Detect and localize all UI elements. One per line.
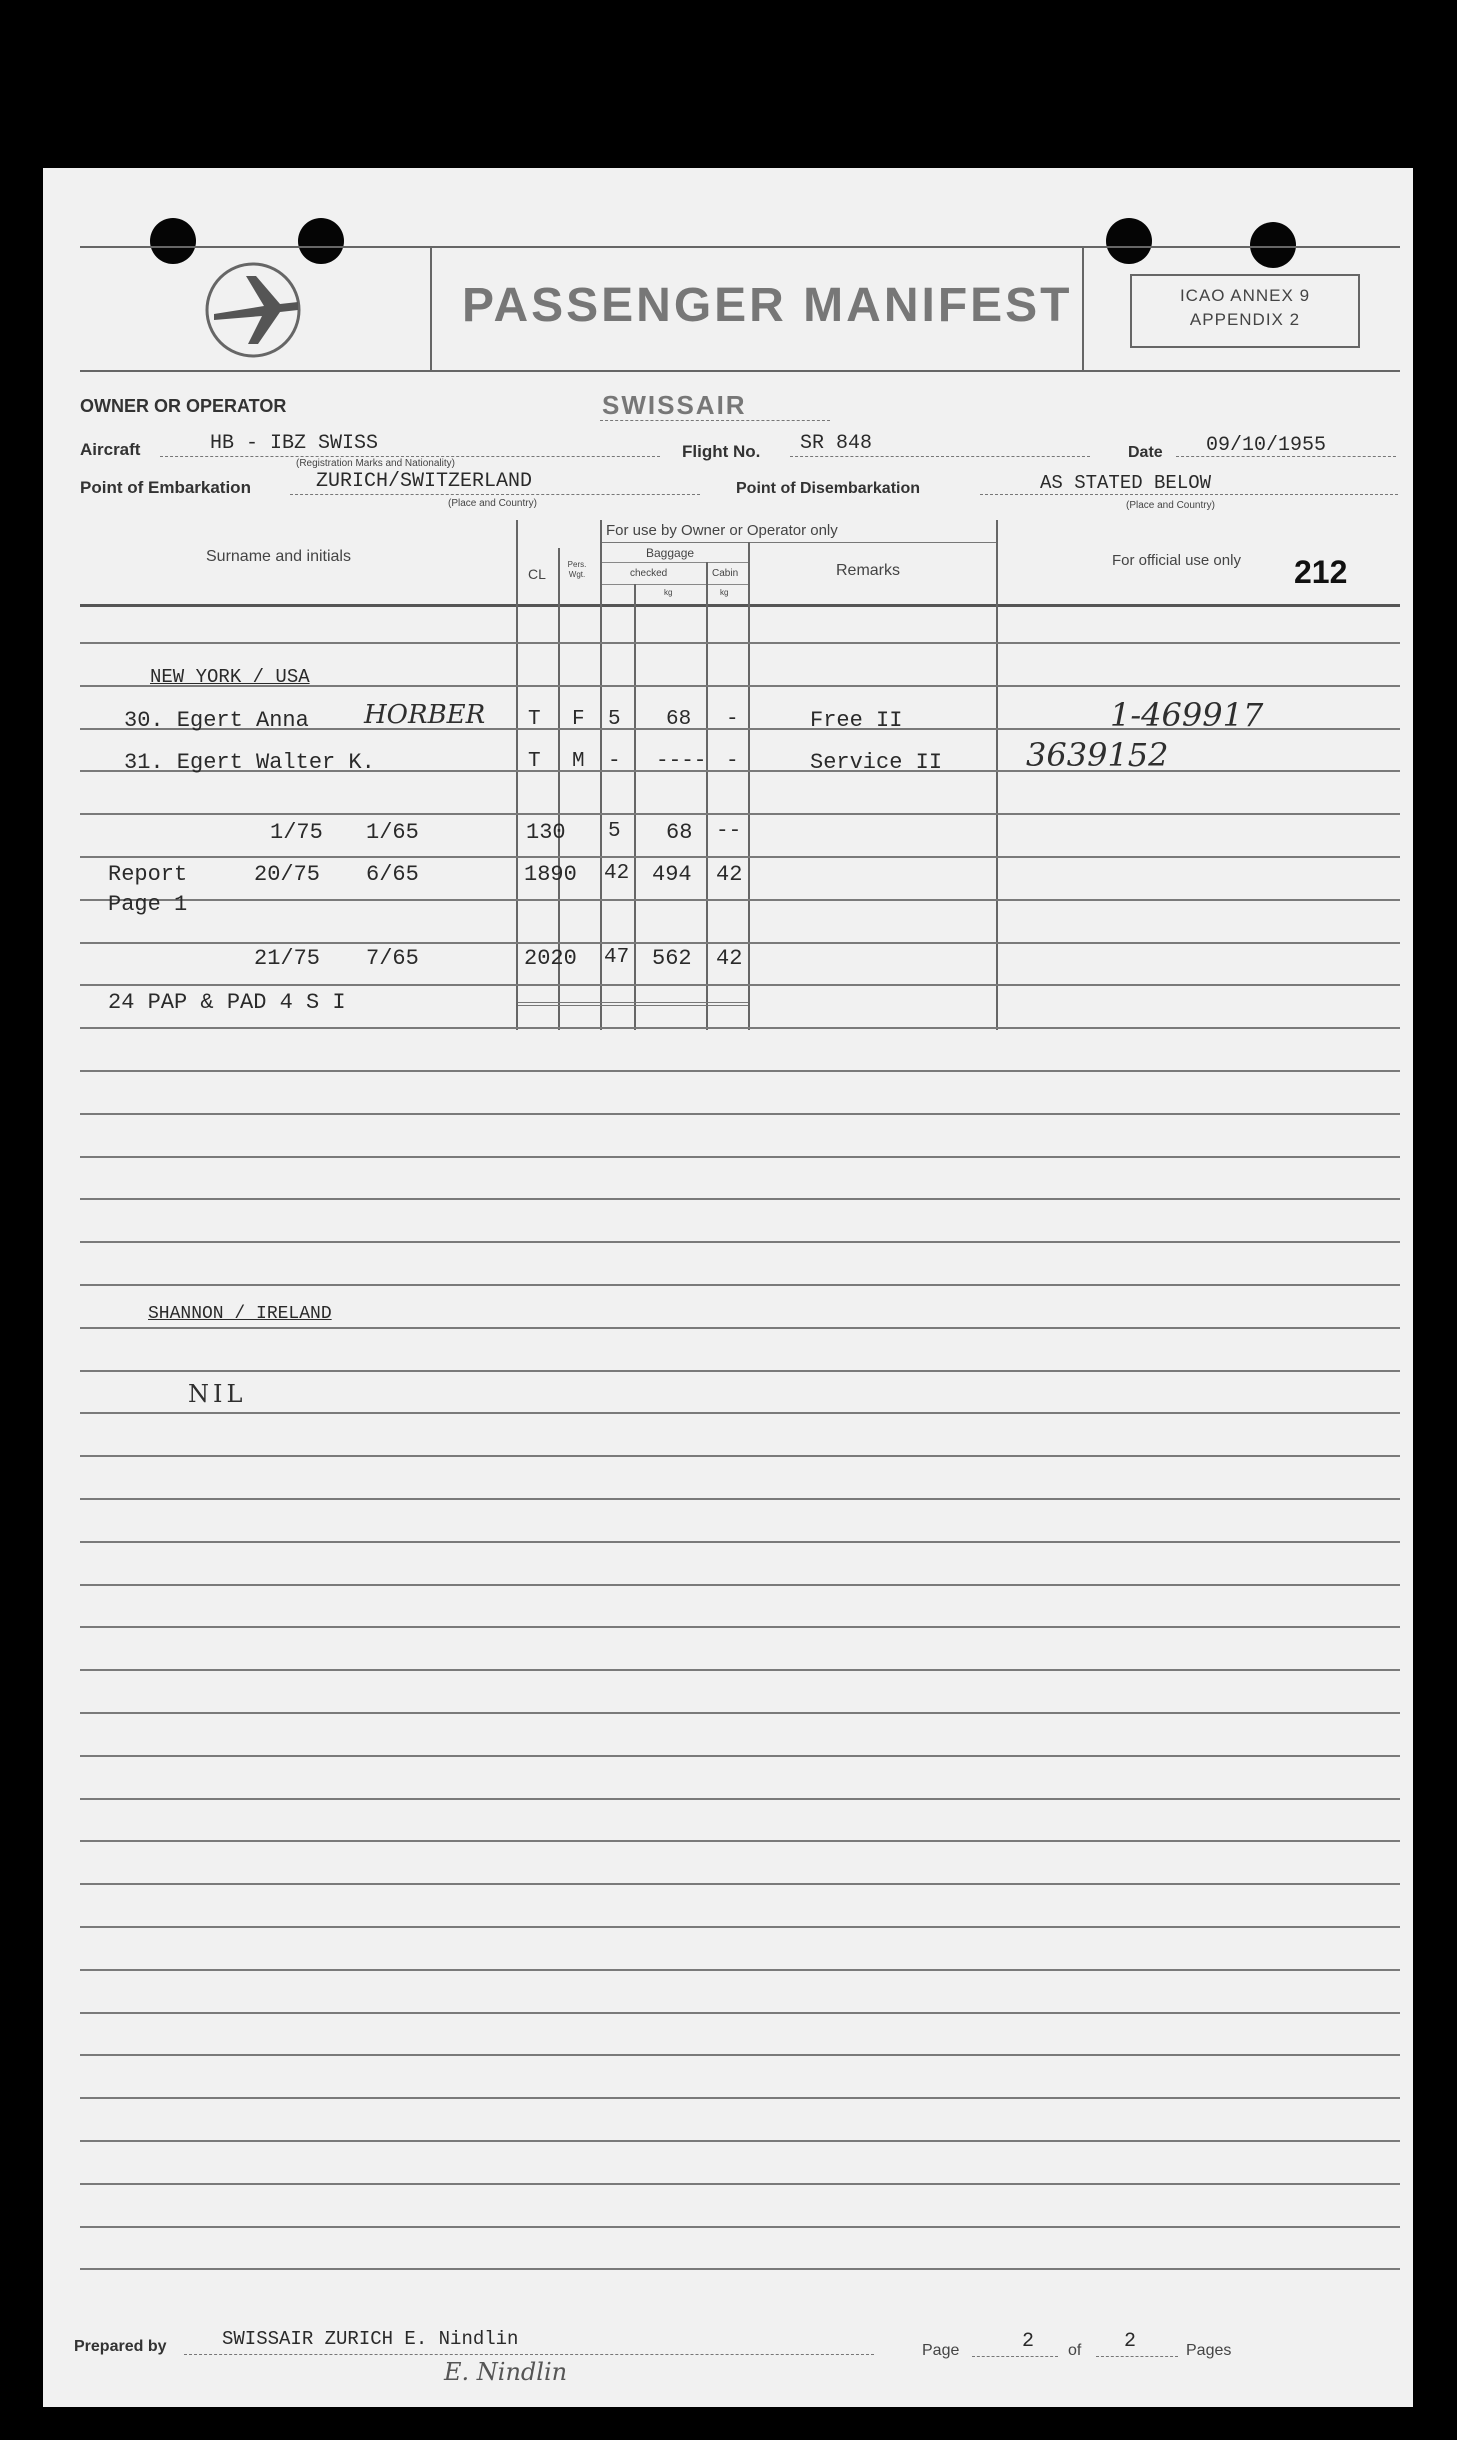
ruled-line — [80, 1755, 1400, 1757]
total-3-bags: 47 — [604, 946, 630, 969]
passenger-30-handwritten: HORBER — [364, 700, 486, 730]
passenger-31-bags: - — [608, 750, 621, 773]
cabin-header: Cabin — [712, 568, 739, 579]
passenger-30-official: 1-469917 — [1110, 696, 1264, 734]
report-page: Page 1 — [108, 892, 188, 917]
ruled-line — [80, 2226, 1400, 2228]
destination-shannon: SHANNON / IRELAND — [148, 1304, 332, 1324]
ruled-line — [80, 942, 1400, 944]
airline-logo — [200, 262, 306, 363]
total-2-b: 6/65 — [366, 862, 419, 887]
column-rule — [996, 520, 998, 1030]
header-top-rule — [80, 246, 1400, 248]
ruled-line — [80, 1541, 1400, 1543]
pap-pad-note: 24 PAP & PAD 4 S I — [108, 990, 346, 1015]
of-label: of — [1068, 2342, 1082, 2359]
ruled-line — [80, 1926, 1400, 1928]
column-rule — [516, 520, 518, 1030]
punch-hole — [1250, 222, 1296, 268]
date-value: 09/10/1955 — [1206, 434, 1327, 457]
ruled-line — [80, 1113, 1400, 1115]
ruled-line — [80, 1370, 1400, 1372]
ruled-line — [80, 1455, 1400, 1457]
total-1-kg: 68 — [666, 820, 693, 845]
remarks-header: Remarks — [836, 562, 901, 579]
ruled-line — [80, 1027, 1400, 1029]
embark-line — [290, 494, 700, 495]
embark-value: ZURICH/SWITZERLAND — [316, 470, 533, 493]
column-rule — [634, 584, 636, 1030]
baggage-rule — [602, 562, 748, 563]
header-divider — [430, 248, 432, 370]
disembark-label: Point of Disembarkation — [736, 480, 921, 497]
date-line — [1176, 456, 1396, 457]
flight-value: SR 848 — [800, 432, 873, 455]
pages-label: Pages — [1186, 2342, 1232, 2359]
ruled-line — [80, 2097, 1400, 2099]
nil-note: NIL — [188, 1380, 247, 1408]
disembark-value: AS STATED BELOW — [1040, 472, 1212, 494]
official-header: For official use only — [1112, 552, 1241, 569]
ruled-line — [80, 1327, 1400, 1329]
passenger-31-name: 31. Egert Walter K. — [124, 750, 375, 775]
total-3-a: 21/75 — [254, 946, 321, 971]
embark-note: (Place and Country) — [448, 498, 537, 509]
owner-line — [600, 420, 830, 421]
ruled-line — [80, 2140, 1400, 2142]
passenger-31-official: 3639152 — [1026, 736, 1169, 774]
flight-line — [790, 456, 1090, 457]
ruled-line — [80, 1070, 1400, 1072]
prepared-line — [184, 2354, 874, 2355]
total-3-kg: 562 — [652, 946, 692, 971]
total-2-bags: 42 — [604, 862, 630, 885]
ruled-line — [80, 1284, 1400, 1286]
aircraft-value: HB - IBZ SWISS — [210, 432, 379, 455]
of-value: 2 — [1124, 2330, 1137, 2353]
signature: E. Nindlin — [444, 2358, 568, 2386]
form-title: PASSENGER MANIFEST — [462, 279, 1073, 332]
ruled-line — [80, 2268, 1400, 2270]
prepared-label: Prepared by — [74, 2338, 167, 2355]
page-label: Page — [922, 2342, 960, 2359]
disembark-line — [980, 494, 1398, 495]
ruled-line — [80, 1412, 1400, 1414]
owner-only-rule — [602, 542, 996, 543]
kg-header: kg — [664, 588, 673, 597]
page-value: 2 — [1022, 2330, 1035, 2353]
ruled-line — [80, 1198, 1400, 1200]
total-1-b: 1/65 — [366, 820, 419, 845]
total-1-cl: 130 — [526, 820, 566, 845]
ruled-line — [80, 1969, 1400, 1971]
ruled-line — [80, 1241, 1400, 1243]
passenger-31-kg: ---- — [656, 750, 707, 773]
passenger-30-wgt: F — [572, 708, 585, 731]
column-rule — [600, 520, 602, 1030]
owner-only-header: For use by Owner or Operator only — [606, 522, 838, 539]
owner-value: SWISSAIR — [602, 390, 747, 420]
surname-header: Surname and initials — [206, 548, 351, 565]
ruled-line — [80, 1498, 1400, 1500]
kg-header: kg — [720, 588, 729, 597]
baggage-sub-rule — [602, 584, 748, 585]
passenger-31-cabin: - — [726, 750, 739, 773]
ruled-line — [80, 1840, 1400, 1842]
total-3-cl: 2020 — [524, 946, 577, 971]
aircraft-note: (Registration Marks and Nationality) — [296, 458, 455, 469]
pers-wgt-header: Pers. Wgt. — [567, 560, 587, 579]
total-1-bags: 5 — [608, 820, 621, 843]
ruled-line — [80, 1626, 1400, 1628]
passenger-30-kg: 68 — [666, 708, 692, 731]
ruled-line — [80, 1798, 1400, 1800]
icao-line-2: APPENDIX 2 — [1189, 310, 1301, 329]
aircraft-label: Aircraft — [80, 440, 141, 459]
checked-header: checked — [630, 568, 668, 579]
total-1-a: 1/75 — [270, 820, 323, 845]
prepared-value: SWISSAIR ZURICH E. Nindlin — [222, 2328, 519, 2350]
punch-hole — [298, 218, 344, 264]
total-2-cl: 1890 — [524, 862, 577, 887]
passenger-31-remark: Service II — [810, 750, 943, 775]
passenger-31-cl: T — [528, 750, 541, 773]
passenger-30-cabin: - — [726, 708, 739, 731]
table-header-rule — [80, 604, 1400, 607]
total-3-b: 7/65 — [366, 946, 419, 971]
passenger-30-bags: 5 — [608, 708, 621, 731]
header-bottom-rule — [80, 370, 1400, 372]
ruled-line — [80, 2054, 1400, 2056]
ruled-line — [80, 1712, 1400, 1714]
ruled-line — [80, 1156, 1400, 1158]
header-divider — [1082, 248, 1084, 370]
disembark-note: (Place and Country) — [1126, 500, 1215, 511]
ruled-line — [80, 899, 1400, 901]
baggage-header: Baggage — [646, 546, 695, 560]
punch-hole — [150, 218, 196, 264]
passenger-30-cl: T — [528, 708, 541, 731]
ruled-line — [80, 1669, 1400, 1671]
ruled-line — [80, 856, 1400, 858]
page-line — [972, 2356, 1058, 2357]
ruled-line — [80, 2012, 1400, 2014]
embark-label: Point of Embarkation — [80, 478, 251, 497]
aircraft-line — [160, 456, 660, 457]
ruled-line — [80, 1584, 1400, 1586]
destination-new-york: NEW YORK / USA — [150, 666, 310, 688]
stamp-number: 212 — [1294, 554, 1348, 590]
double-rule — [518, 1002, 748, 1006]
total-3-cabin: 42 — [716, 946, 743, 971]
column-rule — [748, 542, 750, 1030]
passenger-31-wgt: M — [572, 750, 585, 773]
owner-label: OWNER OR OPERATOR — [80, 396, 287, 416]
total-1-cabin: -- — [716, 820, 742, 843]
total-2-kg: 494 — [652, 862, 692, 887]
flight-label: Flight No. — [682, 442, 761, 461]
punch-hole — [1106, 218, 1152, 264]
ruled-line — [80, 1883, 1400, 1885]
report-label: Report — [108, 862, 188, 887]
ruled-line — [80, 984, 1400, 986]
date-label: Date — [1128, 444, 1163, 461]
ruled-line — [80, 813, 1400, 815]
ruled-line — [80, 642, 1400, 644]
column-rule — [706, 562, 708, 1030]
total-2-a: 20/75 — [254, 862, 321, 887]
passenger-30-name: 30. Egert Anna — [124, 708, 309, 733]
ruled-line — [80, 2183, 1400, 2185]
icao-box — [1130, 274, 1360, 348]
of-line — [1096, 2356, 1178, 2357]
cl-header: CL — [528, 566, 546, 582]
passenger-30-remark: Free II — [810, 708, 903, 733]
total-2-cabin: 42 — [716, 862, 743, 887]
icao-line-1: ICAO ANNEX 9 — [1179, 286, 1311, 305]
